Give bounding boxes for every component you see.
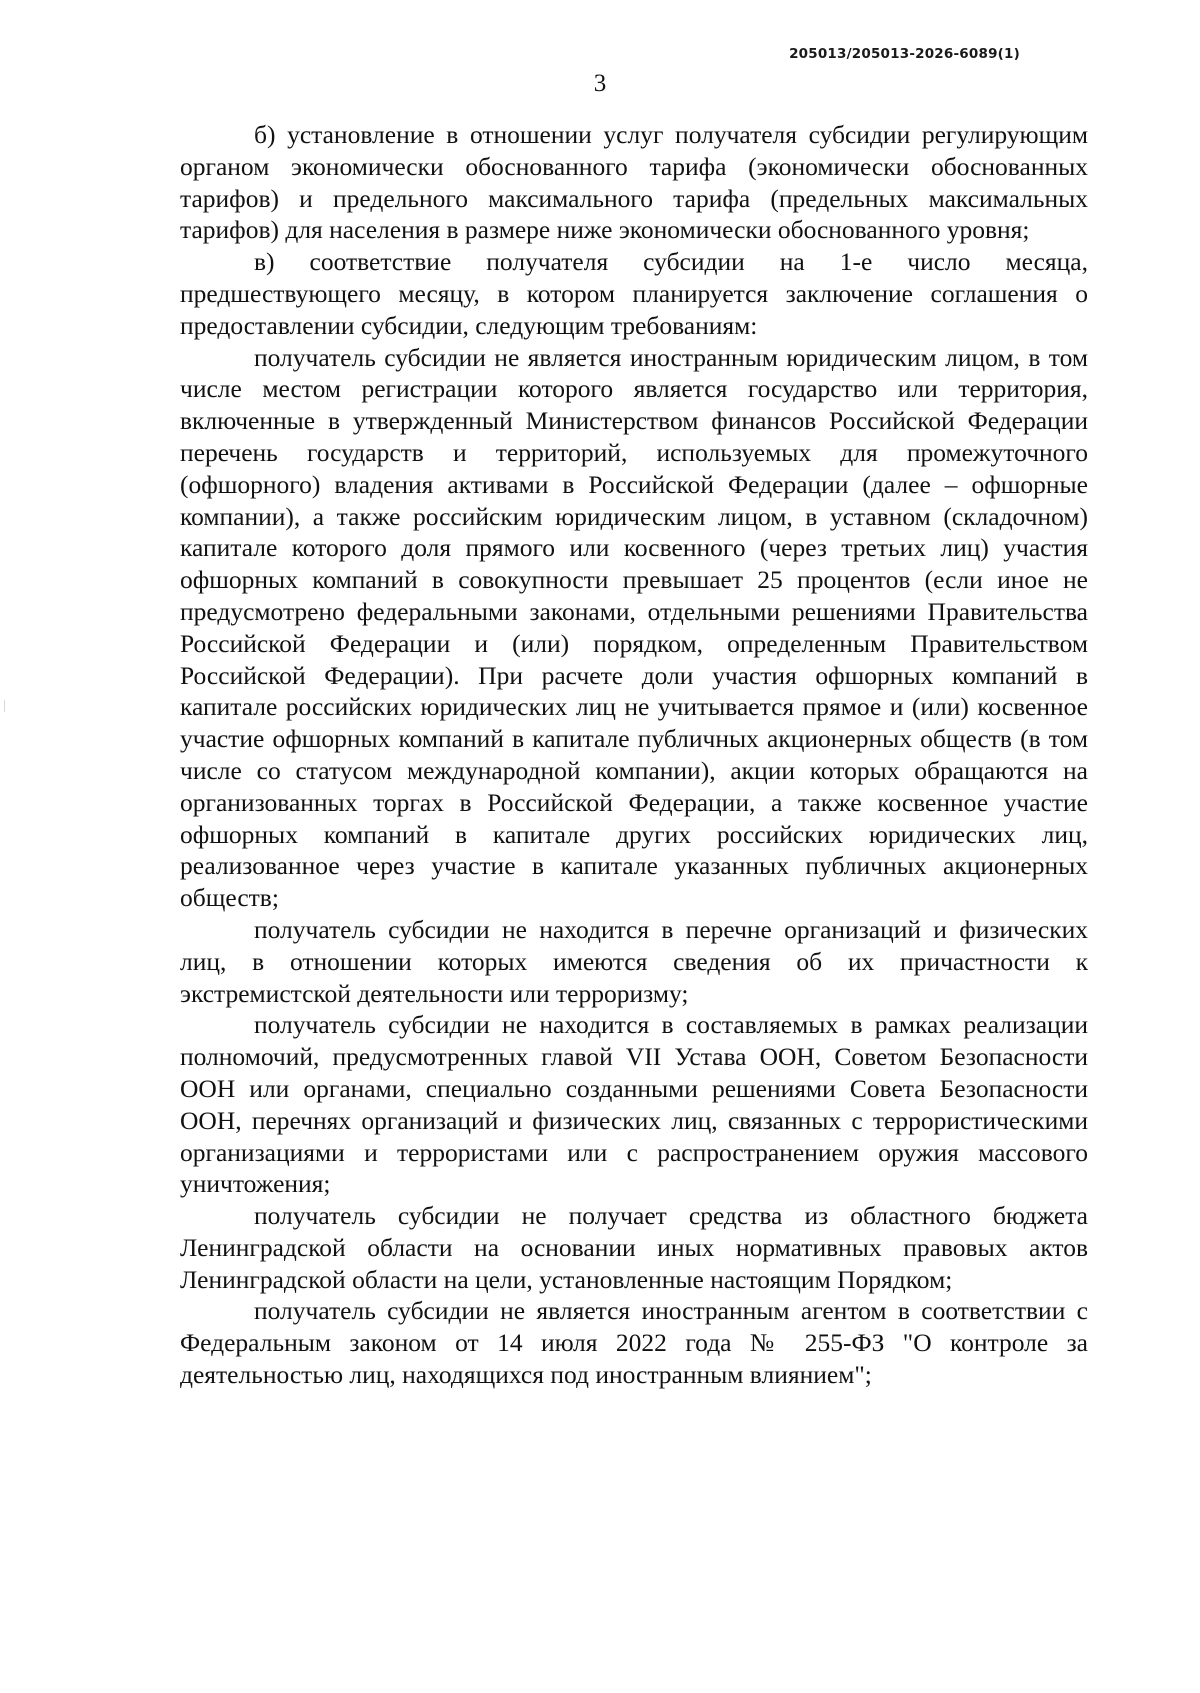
paragraph-extremism-list-requirement: получатель субсидии не находится в перечне организаций и физических лиц, в отношении которых имеются сведения об их причастности к экстремистской деятельности или терроризму;: [180, 914, 1088, 1008]
scan-artifact: [4, 700, 5, 712]
page-number: 3: [593, 70, 607, 97]
paragraph-offshore-requirement: получатель субсидии не является иностранным юридическим лицом, в том числе местом регистрации которого является государство или территория, включенные в утвержденный Министерством финансов Российской Федерации перечень государств и территорий, используемых для промежуточного (офшорного) владения активами в Российской Федерации (далее – офшорные компании), а также российским юридическим лицом, в уставном (складочном) капитале которого доля прямого или косвенного (через третьих лиц) участия офшорных компаний в совокупности превышает 25 процентов (если иное не предусмотрено федеральными законами, отдельными решениями Правительства Российской Федерации и (или) порядком, определенным Правительством Российской Федерации). При расчете доли участия офшорных компаний в капитале российских юридических лиц не учитывается прямое и (или) косвенное участие офшорных компаний в капитале публичных акционерных обществ (в том числе со статусом международной компании), акции которых обращаются на организованных торгах в Российской Федерации, а также косвенное участие офшорных компаний в капитале других российских юридических лиц, реализованное через участие в капитале указанных публичных акционерных обществ;: [180, 342, 1088, 913]
paragraph-no-other-funding-requirement: получатель субсидии не получает средства из областного бюджета Ленинградской области на основании иных нормативных правовых актов Ленинградской области на цели, установленные настоящим Порядком;: [180, 1201, 1088, 1294]
paragraph-tariff-establishment: б) установление в отношении услуг получателя субсидии регулирующим органом экономически обоснованного тарифа (экономически обоснованных тарифов) и предельного максимального тарифа (предельных максимальных тарифов) для населения в размере ниже экономически обоснованного уровня;: [180, 120, 1088, 245]
paragraph-un-sanctions-requirement: получатель субсидии не находится в составляемых в рамках реализации полномочий, предусмотренных главой VII Устава ООН, Советом Безопасности ООН или органами, специально созданными решениями Совета Безопасности ООН, перечнях организаций и физических лиц, связанных с террористическими организациями и террористами или с распространением оружия массового уничтожения;: [180, 1010, 1088, 1199]
paragraph-recipient-requirements: в) соответствие получателя субсидии на 1-е число месяца, предшествующего месяцу, в котором планируется заключение соглашения о предоставлении субсидии, следующим требованиям:: [180, 247, 1088, 340]
paragraph-foreign-agent-requirement: получатель субсидии не является иностранным агентом в соответствии с Федеральным законом от 14 июля 2022 года № 255-ФЗ "О контроле за деятельностью лиц, находящихся под иностранным влиянием";: [180, 1296, 1088, 1390]
document-body: [180, 119, 1088, 1391]
document-registration-number: 205013/205013-2026-6089(1): [789, 46, 1020, 62]
